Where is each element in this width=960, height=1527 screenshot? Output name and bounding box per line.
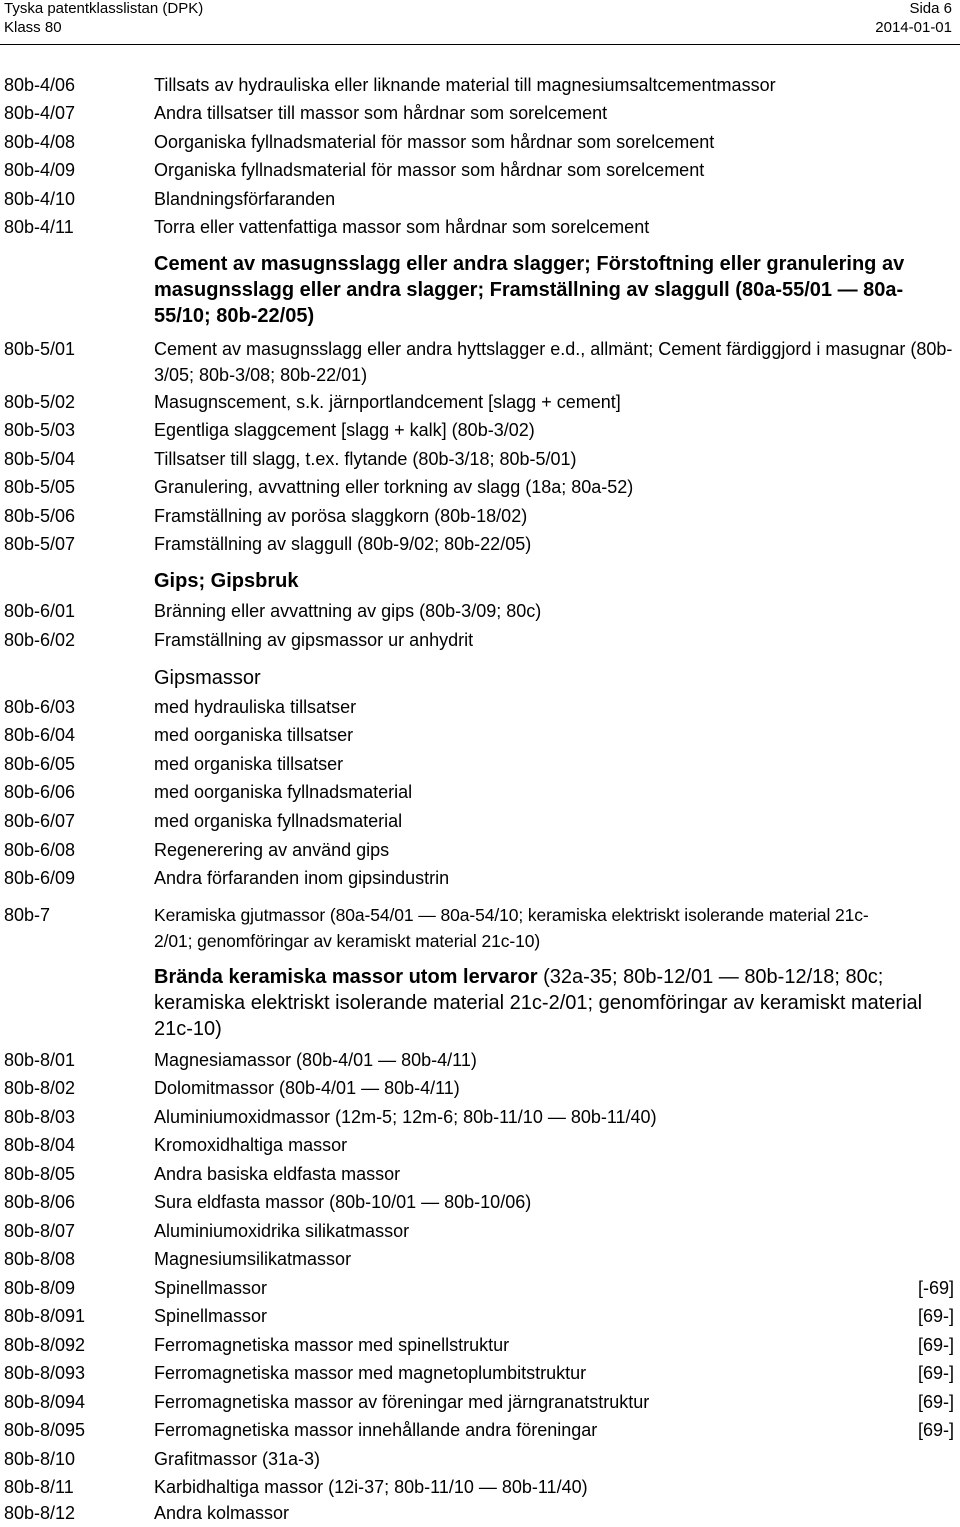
- section-heading-slag-cement: Cement av masugnsslagg eller andra slagger; Förstoftning eller granulering av masugnsslagg eller andra slagger; Framställning av slaggull (80a-55/01 — 80a-55/10; 80b-22/05): [154, 253, 905, 327]
- class-description: Magnesiamassor (80b-4/01 — 80b-4/11): [154, 1050, 477, 1070]
- class-code: 80b-6/06: [4, 782, 76, 802]
- class-label: Klass 80: [4, 19, 62, 36]
- class-description: Andra basiska eldfasta massor: [154, 1164, 401, 1184]
- class-code: 80b-8/03: [4, 1107, 76, 1127]
- class-code: 80b-6/07: [4, 811, 76, 831]
- class-description: Organiska fyllnadsmaterial för massor som hårdnar som sorelcement: [154, 160, 705, 180]
- class-code: 80b-5/05: [4, 477, 76, 497]
- validity-note: [69-]: [917, 1392, 954, 1412]
- class-description: Egentliga slaggcement [slagg + kalk] (80b-3/02): [154, 420, 535, 440]
- class-description: Framställning av porösa slaggkorn (80b-18/02): [154, 506, 528, 526]
- class-code: 80b-8/094: [4, 1392, 86, 1412]
- class-description: Aluminiumoxidmassor (12m-5; 12m-6; 80b-11/10 — 80b-11/40): [154, 1107, 657, 1127]
- class-description: med oorganiska tillsatser: [154, 725, 354, 745]
- class-code: 80b-6/03: [4, 697, 76, 717]
- section-heading-gypsum: Gips; Gipsbruk: [154, 570, 299, 592]
- class-code: 80b-6/04: [4, 725, 76, 745]
- class-description: Bränning eller avvattning av gips (80b-3/09; 80c): [154, 601, 542, 621]
- class-description: Granulering, avvattning eller torkning av slagg (18a; 80a-52): [154, 477, 634, 497]
- class-description: Ferromagnetiska massor med magnetoplumbitstruktur: [154, 1363, 587, 1383]
- class-description: Regenerering av använd gips: [154, 840, 390, 860]
- class-description: Torra eller vattenfattiga massor som hårdnar som sorelcement: [154, 217, 650, 237]
- class-code: 80b-5/01: [4, 339, 76, 359]
- class-description: med oorganiska fyllnadsmaterial: [154, 782, 413, 802]
- header-date: 2014-01-01: [875, 19, 952, 36]
- class-code: 80b-5/02: [4, 392, 76, 412]
- class-code: 80b-4/07: [4, 103, 76, 123]
- page-number: Sida 6: [909, 0, 952, 17]
- class-description: Ferromagnetiska massor innehållande andra föreningar: [154, 1420, 598, 1440]
- class-code: 80b-6/08: [4, 840, 76, 860]
- header-divider: [0, 44, 960, 45]
- section-heading-fired-ceramics: [154, 964, 954, 1042]
- document-title: Tyska patentklasslistan (DPK): [4, 0, 204, 17]
- class-code: 80b-8/07: [4, 1221, 76, 1241]
- class-code: 80b-8/08: [4, 1249, 76, 1269]
- class-description: Aluminiumoxidrika silikatmassor: [154, 1221, 410, 1241]
- class-code: 80b-8/093: [4, 1363, 86, 1383]
- class-description: med organiska tillsatser: [154, 754, 344, 774]
- class-description: Spinellmassor: [154, 1278, 268, 1298]
- section-heading-fired-ceramics-rest: (32a-35; 80b-12/01 — 80b-12/18; 80c; keramiska elektriskt isolerande material 21c-2/01; genomföringar av keramiskt material 21c-10): [154, 966, 923, 1040]
- class-code: 80b-7: [4, 905, 51, 925]
- subheading-gypsum-masses: Gipsmassor: [154, 667, 261, 689]
- class-code: 80b-6/01: [4, 601, 76, 621]
- class-code: 80b-8/10: [4, 1449, 76, 1469]
- class-code: 80b-8/11: [4, 1477, 74, 1497]
- class-description: Andra kolmassor: [154, 1503, 290, 1523]
- class-description: Blandningsförfaranden: [154, 189, 336, 209]
- class-code: 80b-8/12: [4, 1503, 76, 1523]
- class-description: Spinellmassor: [154, 1306, 268, 1326]
- class-description: Tillsats av hydrauliska eller liknande material till magnesiumsaltcementmassor: [154, 75, 776, 95]
- class-description: Tillsatser till slagg, t.ex. flytande (80b-3/18; 80b-5/01): [154, 449, 577, 469]
- class-code: 80b-4/10: [4, 189, 76, 209]
- class-description: Framställning av gipsmassor ur anhydrit: [154, 630, 474, 650]
- class-description: med hydrauliska tillsatser: [154, 697, 357, 717]
- class-code: 80b-8/09: [4, 1278, 76, 1298]
- class-code: 80b-8/05: [4, 1164, 76, 1184]
- validity-note: [69-]: [917, 1420, 954, 1440]
- validity-note: [69-]: [917, 1306, 954, 1326]
- validity-note: [69-]: [917, 1363, 954, 1383]
- class-code: 80b-8/02: [4, 1078, 76, 1098]
- class-description: Sura eldfasta massor (80b-10/01 — 80b-10/06): [154, 1192, 532, 1212]
- class-description: Dolomitmassor (80b-4/01 — 80b-4/11): [154, 1078, 460, 1098]
- class-code: 80b-4/08: [4, 132, 76, 152]
- validity-note: [69-]: [917, 1335, 954, 1355]
- class-description: Ferromagnetiska massor med spinellstruktur: [154, 1335, 510, 1355]
- class-code: 80b-6/05: [4, 754, 76, 774]
- class-description: Masugnscement, s.k. järnportlandcement [slagg + cement]: [154, 392, 621, 412]
- class-description: Oorganiska fyllnadsmaterial för massor som hårdnar som sorelcement: [154, 132, 715, 152]
- class-code: 80b-8/06: [4, 1192, 76, 1212]
- class-code: 80b-8/091: [4, 1306, 86, 1326]
- class-description: Ferromagnetiska massor av föreningar med järngranatstruktur: [154, 1392, 650, 1412]
- class-description: Framställning av slaggull (80b-9/02; 80b-22/05): [154, 534, 532, 554]
- class-description: Magnesiumsilikatmassor: [154, 1249, 352, 1269]
- class-description: Cement av masugnsslagg eller andra hyttslagger e.d., allmänt; Cement färdiggjord i masugnar (80b-3/05; 80b-3/08; 80b-22/01): [154, 339, 953, 385]
- class-code: 80b-8/04: [4, 1135, 76, 1155]
- validity-note: [-69]: [917, 1278, 954, 1298]
- class-code: 80b-5/03: [4, 420, 76, 440]
- class-code: 80b-4/11: [4, 217, 74, 237]
- class-code: 80b-5/07: [4, 534, 76, 554]
- class-code: 80b-6/09: [4, 868, 76, 888]
- class-code: 80b-8/092: [4, 1335, 86, 1355]
- class-code: 80b-4/09: [4, 160, 76, 180]
- class-code: 80b-8/095: [4, 1420, 86, 1440]
- class-description: med organiska fyllnadsmaterial: [154, 811, 403, 831]
- class-code: 80b-5/04: [4, 449, 76, 469]
- class-description: Karbidhaltiga massor (12i-37; 80b-11/10 — 80b-11/40): [154, 1477, 588, 1497]
- class-description: Keramiska gjutmassor (80a-54/01 — 80a-54/10; keramiska elektriskt isolerande material 21c-2/01; genomföringar av keramiskt material 21c-10): [154, 905, 869, 951]
- class-code: 80b-5/06: [4, 506, 76, 526]
- class-description: Andra förfaranden inom gipsindustrin: [154, 868, 450, 888]
- section-heading-fired-ceramics-bold: Brända keramiska massor utom lervaror: [154, 966, 538, 988]
- class-description: Andra tillsatser till massor som hårdnar som sorelcement: [154, 103, 608, 123]
- class-code: 80b-8/01: [4, 1050, 76, 1070]
- class-code: 80b-6/02: [4, 630, 76, 650]
- class-description: Kromoxidhaltiga massor: [154, 1135, 348, 1155]
- class-description: Grafitmassor (31a-3): [154, 1449, 321, 1469]
- class-code: 80b-4/06: [4, 75, 76, 95]
